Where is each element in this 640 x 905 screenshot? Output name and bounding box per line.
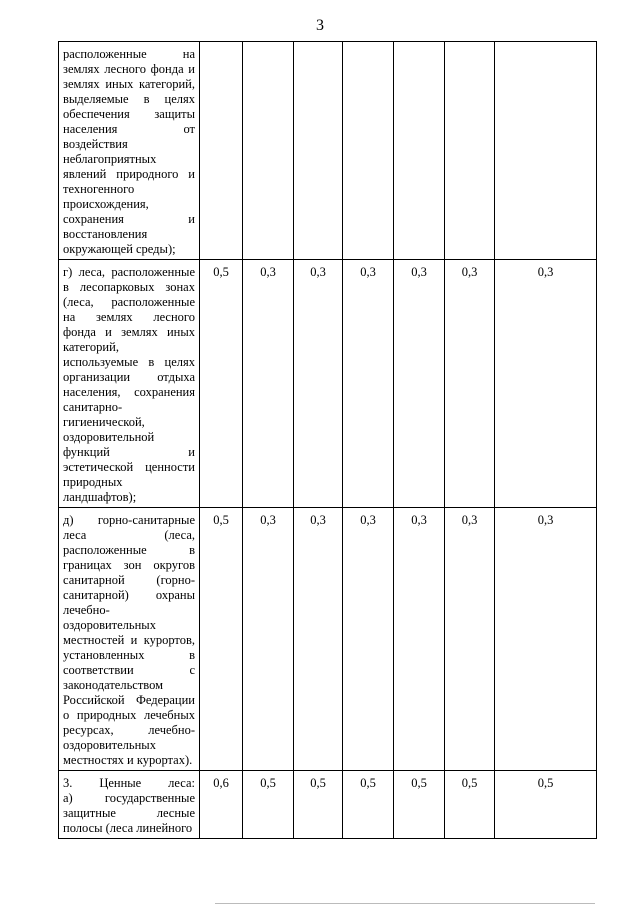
- row-description: [59, 42, 200, 260]
- description-line: законодательством: [63, 678, 164, 692]
- value-cell: 0,3: [294, 508, 343, 771]
- description-line: обеспечения защиты: [63, 107, 195, 121]
- value-cell: 0,3: [294, 260, 343, 508]
- value-cell: 0,3: [343, 508, 394, 771]
- description-line: установленных в: [63, 648, 195, 662]
- description-line: лечебно-: [63, 603, 110, 617]
- value-cell: 0,5: [294, 771, 343, 839]
- value-cell: 0,5: [200, 508, 243, 771]
- description-line: неблагоприятных: [63, 152, 157, 166]
- description-line: функций и: [63, 445, 195, 459]
- description-line: окружающей среды);: [63, 242, 176, 256]
- value-cell: [243, 42, 294, 260]
- value-cell: 0,3: [243, 260, 294, 508]
- value-cell: [343, 42, 394, 260]
- value-cell: 0,6: [200, 771, 243, 839]
- value-cell: 0,5: [445, 771, 495, 839]
- description-line: оздоровительной: [63, 430, 155, 444]
- value-cell: [495, 42, 597, 260]
- description-line: местностей и курортов,: [63, 633, 195, 647]
- description-line: а) государственные: [63, 791, 195, 805]
- row-description: [59, 508, 200, 771]
- description-line: населения от: [63, 122, 195, 136]
- description-line: санитарной) охраны: [63, 588, 195, 602]
- value-cell: 0,3: [394, 508, 445, 771]
- value-cell: 0,5: [394, 771, 445, 839]
- value-cell: 0,3: [343, 260, 394, 508]
- description-line: происхождения,: [63, 197, 149, 211]
- description-line: выделяемые в целях: [63, 92, 195, 106]
- value-cell: [294, 42, 343, 260]
- value-cell: [394, 42, 445, 260]
- value-cell: 0,3: [445, 508, 495, 771]
- description-line: д) горно-санитарные: [63, 513, 195, 527]
- description-line: леса (леса,: [63, 528, 195, 542]
- table-row: [59, 508, 597, 771]
- description-line: (леса, расположенные: [63, 295, 195, 309]
- description-line: фонда и землях иных: [63, 325, 195, 339]
- value-cell: 0,3: [243, 508, 294, 771]
- rates-table: [58, 41, 597, 839]
- description-line: о природных лечебных: [63, 708, 195, 722]
- value-cell: 0,5: [495, 771, 597, 839]
- value-cell: 0,3: [445, 260, 495, 508]
- description-line: соответствии с: [63, 663, 195, 677]
- value-cell: 0,3: [394, 260, 445, 508]
- table-row: [59, 260, 597, 508]
- description-line: восстановления: [63, 227, 148, 241]
- description-line: воздействия: [63, 137, 128, 151]
- table-body: [59, 42, 597, 839]
- table-row: [59, 771, 597, 839]
- description-line: населения, сохранения: [63, 385, 195, 399]
- row-description: [59, 771, 200, 839]
- value-cell: 0,3: [495, 260, 597, 508]
- value-cell: 0,5: [243, 771, 294, 839]
- description-line: г) леса, расположенные: [63, 265, 195, 279]
- description-line: гигиенической,: [63, 415, 145, 429]
- description-line: санитарно-: [63, 400, 123, 414]
- value-cell: 0,5: [200, 260, 243, 508]
- description-line: 3. Ценные леса:: [63, 776, 195, 790]
- description-line: техногенного: [63, 182, 135, 196]
- description-line: организации отдыха: [63, 370, 195, 384]
- description-line: явлений природного и: [63, 167, 195, 181]
- value-cell: [445, 42, 495, 260]
- description-line: природных: [63, 475, 123, 489]
- description-line: границах зон округов: [63, 558, 195, 572]
- description-line: на землях лесного: [63, 310, 195, 324]
- description-line: оздоровительных: [63, 738, 156, 752]
- description-line: землях лесного фонда и: [63, 62, 195, 76]
- description-line: землях иных категорий,: [63, 77, 195, 91]
- description-line: эстетической ценности: [63, 460, 195, 474]
- page-bottom-rule: [215, 903, 595, 904]
- description-line: ландшафтов);: [63, 490, 137, 504]
- value-cell: 0,3: [495, 508, 597, 771]
- description-line: санитарной (горно-: [63, 573, 195, 587]
- description-line: местностях и курортах).: [63, 753, 193, 767]
- description-line: сохранения и: [63, 212, 195, 226]
- value-cell: 0,5: [343, 771, 394, 839]
- description-line: категорий,: [63, 340, 119, 354]
- value-cell: [200, 42, 243, 260]
- description-line: защитные лесные: [63, 806, 195, 820]
- description-line: оздоровительных: [63, 618, 156, 632]
- table-row: [59, 42, 597, 260]
- description-line: ресурсах, лечебно-: [63, 723, 195, 737]
- row-description: [59, 260, 200, 508]
- description-line: расположенные на: [63, 47, 195, 61]
- description-line: в лесопарковых зонах: [63, 280, 195, 294]
- description-line: полосы (леса линейного: [63, 821, 193, 835]
- description-line: Российской Федерации: [63, 693, 195, 707]
- description-line: используемые в целях: [63, 355, 195, 369]
- description-line: расположенные в: [63, 543, 195, 557]
- page-number: 3: [316, 17, 324, 34]
